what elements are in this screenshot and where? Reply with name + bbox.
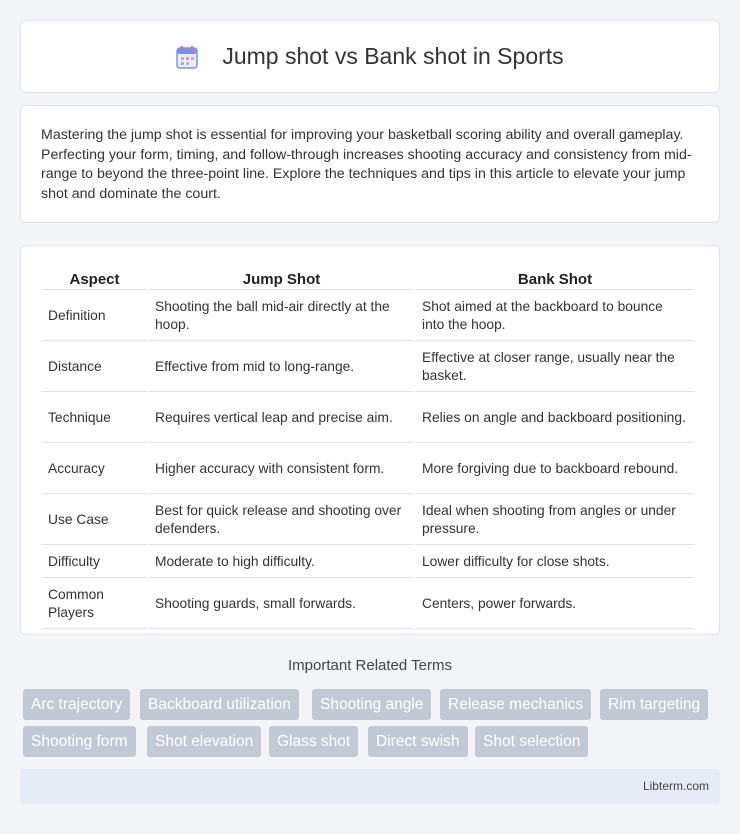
related-tag[interactable]: Release mechanics — [440, 689, 591, 720]
related-tag[interactable]: Arc trajectory — [23, 689, 130, 720]
cell-aspect: Technique — [42, 394, 147, 443]
header-aspect: Aspect — [42, 268, 147, 290]
cell-aspect: Use Case — [42, 496, 147, 545]
header-bank-shot: Bank Shot — [416, 268, 694, 290]
header-jump-shot: Jump Shot — [149, 268, 414, 290]
related-tag[interactable]: Shooting angle — [312, 689, 431, 720]
page-title: Jump shot vs Bank shot in Sports — [222, 43, 564, 69]
related-terms-title: Important Related Terms — [288, 657, 452, 674]
related-tag[interactable]: Shot elevation — [147, 726, 261, 757]
cell-aspect: Difficulty — [42, 547, 147, 578]
calendar-icon — [176, 45, 198, 69]
cell-bank-shot: Ideal when shooting from angles or under pressure. — [416, 496, 694, 545]
cell-jump-shot: Shooting the ball mid-air directly at the hoop. — [149, 292, 414, 341]
header-card — [20, 20, 720, 93]
cell-aspect: Distance — [42, 343, 147, 392]
cell-jump-shot: Higher accuracy with consistent form. — [149, 445, 414, 494]
footer — [20, 769, 720, 804]
related-tag[interactable]: Shot selection — [475, 726, 588, 757]
cell-jump-shot: Shooting guards, small forwards. — [149, 580, 414, 629]
cell-aspect: Common Players — [42, 580, 147, 629]
cell-bank-shot: Lower difficulty for close shots. — [416, 547, 694, 578]
cell-aspect: Accuracy — [42, 445, 147, 494]
cell-bank-shot: More forgiving due to backboard rebound. — [416, 445, 694, 494]
table-row — [42, 496, 694, 545]
cell-bank-shot: Effective at closer range, usually near the basket. — [416, 343, 694, 392]
related-tag[interactable]: Glass shot — [269, 726, 358, 757]
cell-bank-shot: Centers, power forwards. — [416, 580, 694, 629]
intro-text: Mastering the jump shot is essential for improving your basketball scoring ability and overall gameplay. Perfecting your form, timing, and follow-through increases shooting accuracy and consistency from mid-range to beyond the three-point line. Explore the techniques and tips in this article to elevate your jump shot and dominate the court. — [41, 127, 692, 202]
cell-jump-shot: Effective from mid to long-range. — [149, 343, 414, 392]
related-tag[interactable]: Rim targeting — [600, 689, 708, 720]
table-row — [42, 445, 694, 494]
table-row — [42, 580, 694, 629]
cell-aspect: Definition — [42, 292, 147, 341]
comparison-table — [40, 266, 696, 631]
intro-card — [20, 105, 720, 223]
cell-jump-shot: Best for quick release and shooting over defenders. — [149, 496, 414, 545]
related-tag[interactable]: Shooting form — [23, 726, 136, 757]
cell-jump-shot: Requires vertical leap and precise aim. — [149, 394, 414, 443]
cell-bank-shot: Shot aimed at the backboard to bounce into the hoop. — [416, 292, 694, 341]
related-tag[interactable]: Backboard utilization — [140, 689, 299, 720]
table-row — [42, 292, 694, 341]
comparison-card — [20, 245, 720, 635]
table-header-row — [42, 268, 694, 290]
related-tag[interactable]: Direct swish — [368, 726, 468, 757]
footer-brand[interactable]: Libterm.com — [642, 779, 709, 793]
table-row — [42, 547, 694, 578]
cell-bank-shot: Relies on angle and backboard positioning. — [416, 394, 694, 443]
table-row — [42, 394, 694, 443]
table-row — [42, 343, 694, 392]
cell-jump-shot: Moderate to high difficulty. — [149, 547, 414, 578]
